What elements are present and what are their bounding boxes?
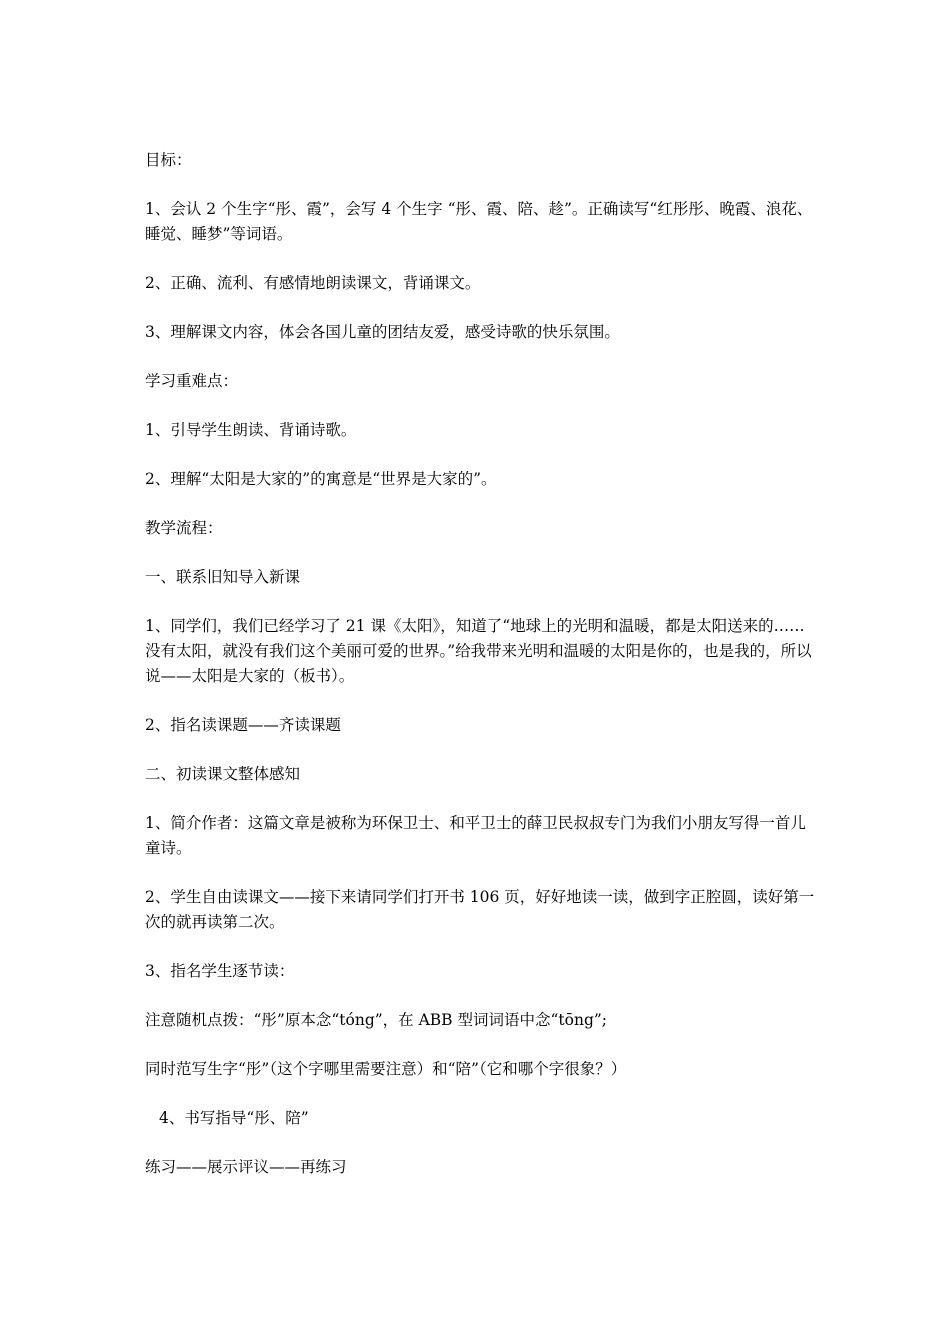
objective-item-1: 1、会认 2 个生字“彤、霞”，会写 4 个生字 “彤、霞、陪、趁”。正确读写“红彤彤、晚霞、浪花、睡觉、睡梦”等词语。 [145, 200, 813, 243]
practice-line: 练习——展示评议——再练习 [145, 1158, 347, 1176]
heading-teaching-process: 教学流程： [145, 519, 223, 537]
section-1-item-1: 1、同学们，我们已经学习了 21 课《太阳》，知道了“地球上的光明和温暖，都是太阳送来的……没有太阳，就没有我们这个美丽可爱的世界。”给我带来光明和温暖的太阳是你的，也是我的，所以说——太阳是大家的（板书）。 [145, 617, 812, 685]
key-point-item-2: 2、理解“太阳是大家的”的寓意是“世界是大家的”。 [145, 470, 497, 488]
objective-item-2: 2、正确、流利、有感情地朗读课文，背诵课文。 [145, 274, 481, 292]
section-2-item-4: 4、书写指导“彤、陪” [159, 1109, 309, 1127]
section-2-item-2: 2、学生自由读课文——接下来请同学们打开书 106 页，好好地读一读，做到字正腔圆，读好第一次的就再读第二次。 [145, 888, 815, 931]
section-2-item-3: 3、指名学生逐节读： [145, 962, 295, 980]
key-point-item-1: 1、引导学生朗读、背诵诗歌。 [145, 421, 357, 439]
section-1-title: 一、联系旧知导入新课 [145, 568, 301, 586]
section-2-item-1: 1、简介作者：这篇文章是被称为环保卫士、和平卫士的薛卫民叔叔专门为我们小朋友写得一首儿童诗。 [145, 814, 806, 857]
note-pronunciation: 注意随机点拨：“彤”原本念“tóng”，在 ABB 型词词语中念“tōng”; [145, 1011, 608, 1029]
heading-objectives: 目标： [145, 151, 192, 169]
objective-item-3: 3、理解课文内容，体会各国儿童的团结友爱，感受诗歌的快乐氛围。 [145, 323, 620, 341]
heading-key-points: 学习重难点： [145, 372, 239, 390]
section-2-title: 二、初读课文整体感知 [145, 765, 301, 783]
document-body [145, 148, 815, 1204]
note-writing-demo: 同时范写生字“彤”（这个字哪里需要注意）和“陪”（它和哪个字很象？） [145, 1060, 627, 1078]
section-1-item-2: 2、指名读课题——齐读课题 [145, 716, 341, 734]
